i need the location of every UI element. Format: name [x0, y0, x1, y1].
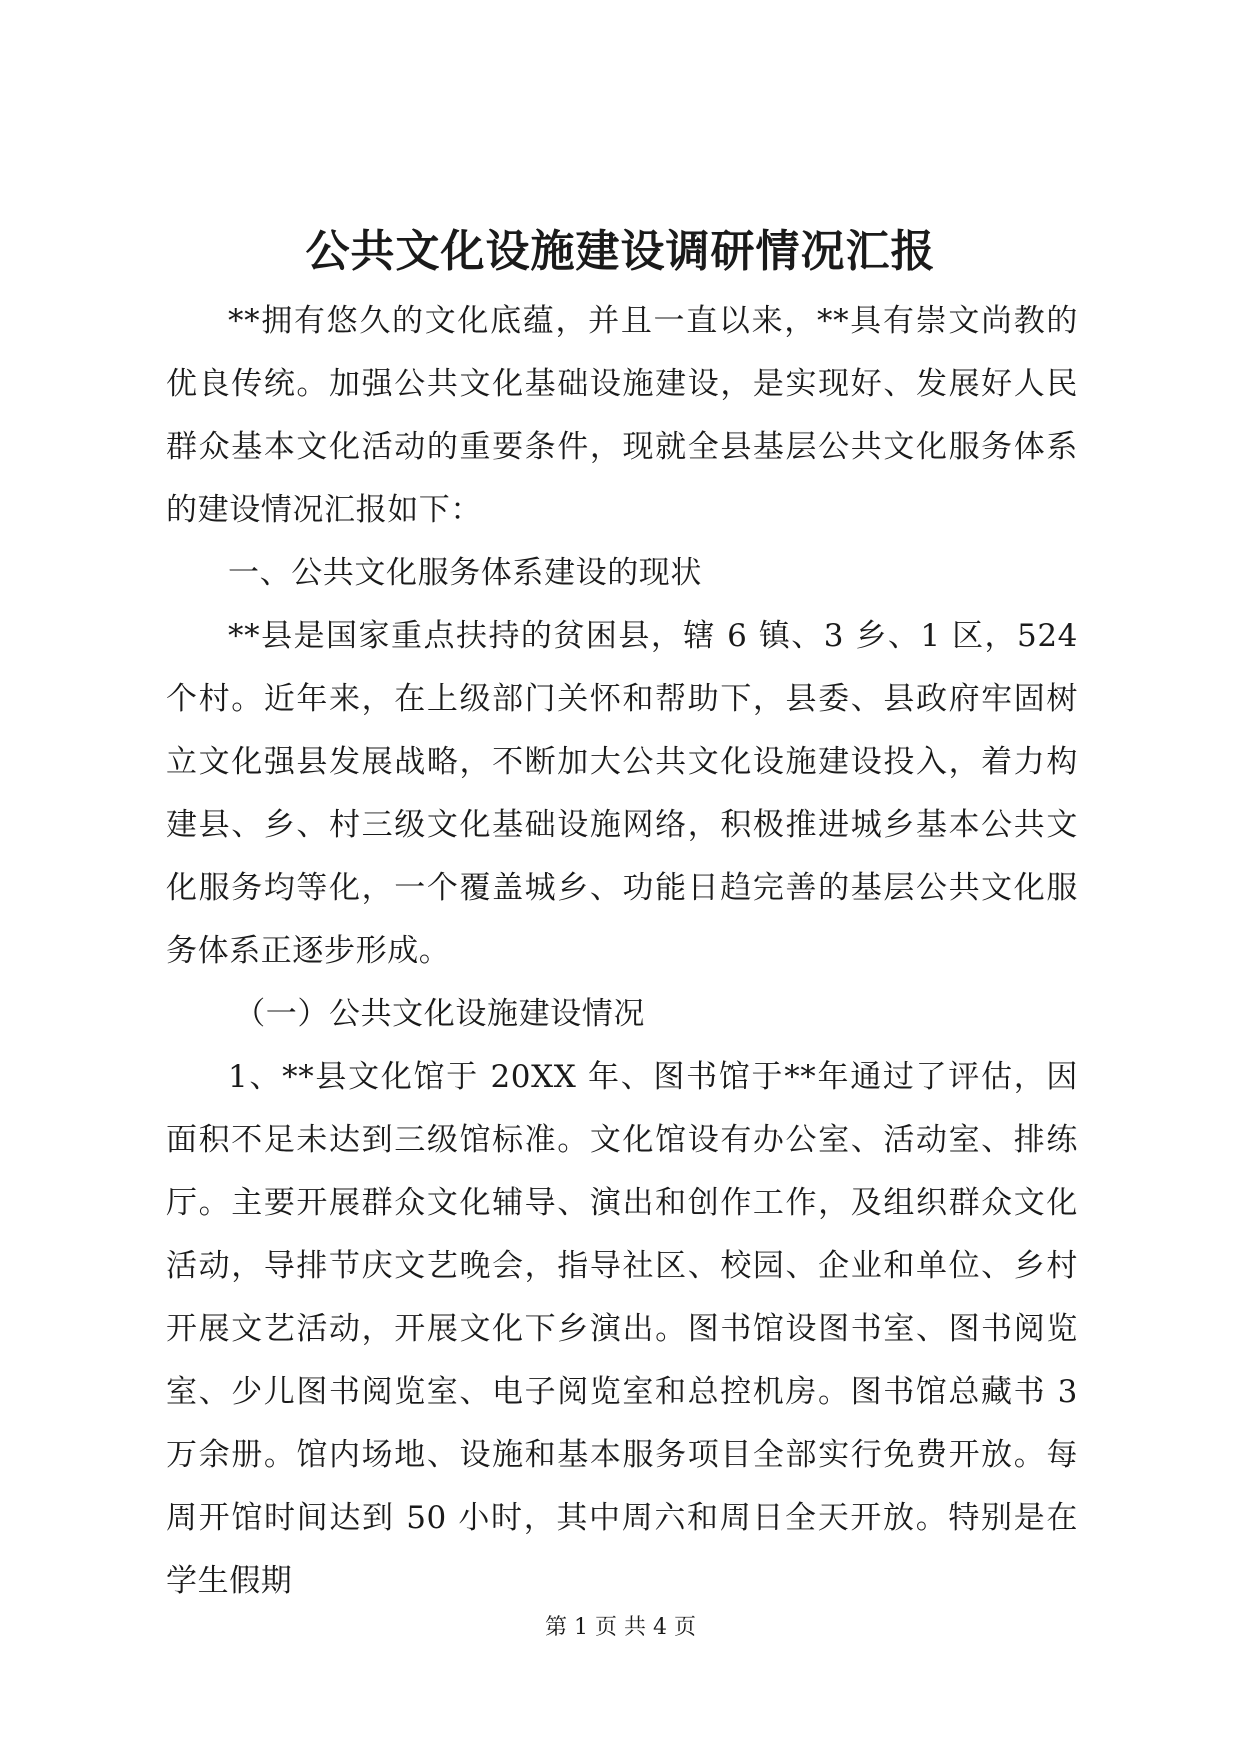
paragraph-item-1: 1、**县文化馆于 20XX 年、图书馆于**年通过了评估，因面积不足未达到三级馆标准。文化馆设有办公室、活动室、排练厅。主要开展群众文化辅导、演出和创作工作，及组织群众文化活动，导排节庆文艺晚会，指导社区、校园、企业和单位、乡村开展文艺活动，开展文化下乡演出。图书馆设图书室、图书阅览室、少儿图书阅览室、电子阅览室和总控机房。图书馆总藏书 3 万余册。馆内场地、设施和基本服务项目全部实行免费开放。每周开馆时间达到 50 小时，其中周六和周日全天开放。特别是在学生假期 [166, 1059, 1078, 1599]
paragraph-intro: **拥有悠久的文化底蕴，并且一直以来，**具有崇文尚教的优良传统。加强公共文化基础设施建设，是实现好、发展好人民群众基本文化活动的重要条件，现就全县基层公共文化服务体系的建设情况汇报如下： [166, 303, 1078, 528]
document-title: 公共文化设施建设调研情况汇报 [305, 226, 936, 277]
subsection-heading-1: （一）公共文化设施建设情况 [234, 996, 645, 1032]
section-heading-1: 一、公共文化服务体系建设的现状 [228, 555, 702, 591]
page-number-footer: 第 1 页 共 4 页 [545, 1615, 696, 1640]
paragraph-status: **县是国家重点扶持的贫困县，辖 6 镇、3 乡、1 区，524 个村。近年来，在上级部门关怀和帮助下，县委、县政府牢固树立文化强县发展战略，不断加大公共文化设施建设投入，着力构建县、乡、村三级文化基础设施网络，积极推进城乡基本公共文化服务均等化，一个覆盖城乡、功能日趋完善的基层公共文化服务体系正逐步形成。 [166, 618, 1078, 969]
document-body [166, 290, 1078, 1613]
